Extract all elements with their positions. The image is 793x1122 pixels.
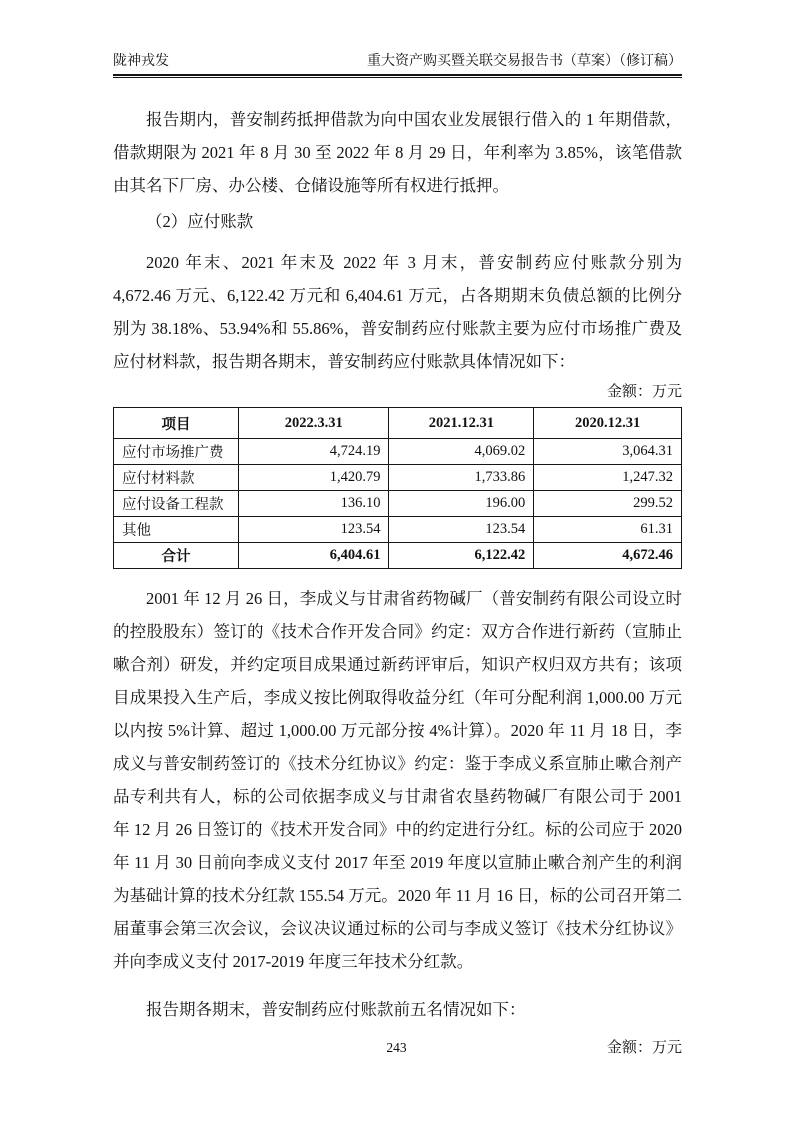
header-report-title: 重大资产购买暨关联交易报告书（草案）（修订稿） xyxy=(367,54,682,69)
row-value: 299.52 xyxy=(534,491,682,517)
paragraph-payables-overview: 2020 年末、2021 年末及 2022 年 3 月末，普安制药应付账款分别为 4,672.46 万元、6,122.42 万元和 6,404.61 万元，占各期期末负债总额的比例分别为 38.18%、53.94%和 55.86%，普安制药应付账款主要为应付市场推广费及应付材料款，报告期各期末，普安制药应付账款具体情况如下： xyxy=(113,253,682,371)
row-label: 其他 xyxy=(114,517,239,543)
header-rule xyxy=(113,77,682,78)
table-row xyxy=(114,439,682,465)
table-unit-note: 金额：万元 xyxy=(606,384,682,400)
total-label: 合计 xyxy=(114,543,239,569)
paragraph-loan-mortgage: 报告期内，普安制药抵押借款为向中国农业发展银行借入的 1 年期借款，借款期限为 2021 年 8 月 30 至 2022 年 8 月 29 日，年利率为 3.85%，该笔借款由其名下厂房、办公楼、仓储设施等所有权进行抵押。 xyxy=(113,110,682,195)
table-total-row xyxy=(114,543,682,569)
table-header-2020-12-31: 2020.12.31 xyxy=(534,408,682,439)
row-value: 3,064.31 xyxy=(534,439,682,465)
page-content xyxy=(113,103,682,1058)
table-row xyxy=(114,491,682,517)
table-header-2021-12-31: 2021.12.31 xyxy=(389,408,534,439)
row-value: 1,420.79 xyxy=(238,465,389,491)
row-value: 123.54 xyxy=(238,517,389,543)
page-number: 243 xyxy=(386,1040,407,1055)
page-footer xyxy=(0,1040,793,1056)
payables-table xyxy=(113,407,682,569)
table-unit-note-2: 金额：万元 xyxy=(606,1040,682,1056)
row-label: 应付设备工程款 xyxy=(114,491,239,517)
table-header-item: 项目 xyxy=(114,408,239,439)
header-company-short-name: 陇神戎发 xyxy=(113,54,169,69)
row-label: 应付市场推广费 xyxy=(114,439,239,465)
total-value: 4,672.46 xyxy=(534,543,682,569)
paragraph-technical-dividend: 2001 年 12 月 26 日，李成义与甘肃省药物碱厂（普安制药有限公司设立时的控股股东）签订的《技术合作开发合同》约定：双方合作进行新药（宣肺止嗽合剂）研发，并约定项目成果通过新药评审后，知识产权归双方共有；该项目成果投入生产后，李成义按比例取得收益分红（年可分配利润 1,000.00 万元以内按 5%计算、超过 1,000.00 万元部分按 4%计算）。2020 年 11 月 18 日，李成义与普安制药签订的《技术分红协议》约定：鉴于李成义系宣肺止嗽合剂产品专利共有人，标的公司依据李成义与甘肃省农垦药物碱厂有限公司于 2001 年 12 月 26 日签订的《技术开发合同》中的约定进行分红。标的公司应于 2020 年 11 月 30 日前向李成义支付 2017 年至 2019 年度以宣肺止嗽合剂产生的利润为基础计算的技术分红款 155.54 万元。2020 年 11 月 16 日，标的公司召开第二届董事会第三次会议，会议决议通过标的公司与李成义签订《技术分红协议》并向李成义支付 2017-2019 年度三年技术分红款。 xyxy=(113,589,683,971)
table-header-row xyxy=(114,408,682,439)
paragraph-top5-payables-intro: 报告期各期末，普安制药应付账款前五名情况如下： xyxy=(146,1000,526,1019)
row-value: 196.00 xyxy=(389,491,534,517)
row-value: 4,069.02 xyxy=(389,439,534,465)
row-label: 应付材料款 xyxy=(114,465,239,491)
row-value: 136.10 xyxy=(238,491,389,517)
row-value: 1,247.32 xyxy=(534,465,682,491)
row-value: 61.31 xyxy=(534,517,682,543)
row-value: 123.54 xyxy=(389,517,534,543)
page-header xyxy=(113,0,682,76)
table-row xyxy=(114,465,682,491)
total-value: 6,122.42 xyxy=(389,543,534,569)
table-row xyxy=(114,517,682,543)
heading-accounts-payable: （2）应付账款 xyxy=(146,212,254,231)
total-value: 6,404.61 xyxy=(238,543,389,569)
table-header-2022-3-31: 2022.3.31 xyxy=(238,408,389,439)
row-value: 4,724.19 xyxy=(238,439,389,465)
row-value: 1,733.86 xyxy=(389,465,534,491)
